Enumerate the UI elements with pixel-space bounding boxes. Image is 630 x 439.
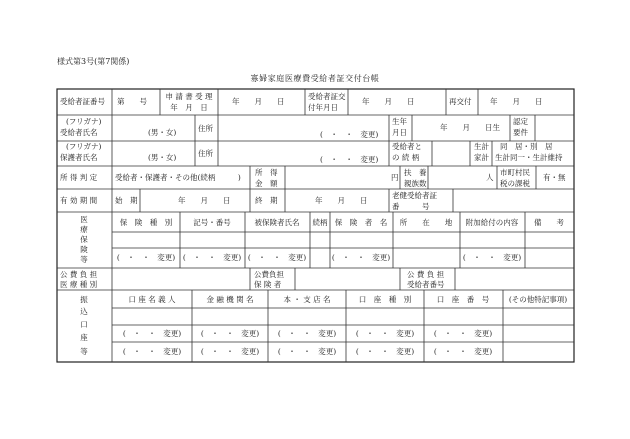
guardian-gender[interactable]: (男・女) [148, 153, 177, 162]
insurance-side-char-4: 険 [80, 245, 88, 254]
public-recipient-number-label-sub: 受給者番号 [407, 280, 445, 289]
insurer-name-change: ( ・ ・ 変更) [331, 253, 391, 262]
dependents-unit: 人 [486, 173, 494, 182]
household-label: 生計 [474, 142, 489, 151]
bank-name-change-2: ( ・ ・ 変更) [200, 347, 260, 356]
insurance-type-change: ( ・ ・ 変更) [116, 253, 176, 262]
account-type-change-2: ( ・ ・ 変更) [355, 347, 415, 356]
approval-label: 認定 [513, 117, 528, 126]
end-date-field[interactable]: 年 月 日 [315, 196, 368, 205]
apply-date-label: 申 請 書 受 理 [165, 92, 213, 101]
insurance-code-change: ( ・ ・ 変更) [182, 253, 242, 262]
insurance-remarks-header: 備 考 [534, 218, 564, 227]
reissue-date-field[interactable]: 年 月 日 [490, 97, 543, 106]
bank-name-header: 金 融 機 関 名 [206, 295, 254, 304]
bank-side-char-4: 座 [80, 333, 88, 342]
birth-date-field[interactable]: 年 月 日生 [440, 123, 500, 132]
branch-name-change-2: ( ・ ・ 変更) [277, 347, 337, 356]
issue-date-label-sub: 付年月日 [308, 103, 338, 112]
income-judgement-options[interactable]: 受給者・保護者・その他(続柄 ) [115, 173, 241, 182]
extra-benefit-header: 附加給付の内容 [465, 218, 519, 227]
insurance-side-char-2: 療 [80, 225, 88, 234]
household-label-sub: 家計 [474, 153, 489, 162]
bank-side-char-5: 等 [80, 347, 88, 356]
cert-number-label: 受給者証番号 [60, 97, 105, 106]
insurance-side-char-3: 保 [80, 235, 88, 244]
insured-relation-header: 続柄 [312, 218, 328, 227]
bank-side-char-2: 込 [80, 307, 88, 316]
dependents-label: 扶 養 [404, 168, 427, 177]
apply-date-field[interactable]: 年 月 日 [232, 97, 285, 106]
extra-benefit-change: ( ・ ・ 変更) [462, 253, 522, 262]
insurance-side-char-5: 等 [80, 255, 88, 264]
guardian-address-change: ( ・ ・ 変更) [320, 155, 379, 164]
bank-side-char-3: 口 [80, 320, 88, 329]
start-label: 始 期 [115, 196, 138, 205]
approval-label-sub: 要件 [513, 128, 528, 137]
public-expense-label: 公 費 負 担 [60, 270, 98, 279]
start-date-field[interactable]: 年 月 日 [178, 196, 231, 205]
form-number: 様式第3号(第7関係) [57, 57, 130, 66]
validity-label: 有 効 期 間 [60, 196, 98, 205]
recipient-furigana-label: (フリガナ) [66, 117, 102, 126]
elderly-number-label: 老健受給者証 [392, 191, 437, 200]
public-payer-label-sub: 保 険 者 [254, 280, 282, 289]
municipal-tax-label-sub: 税の課税 [500, 179, 530, 188]
account-type-change-1: ( ・ ・ 変更) [355, 329, 415, 338]
account-holder-header: 口 座 名 義 人 [128, 295, 176, 304]
issue-date-field[interactable]: 年 月 日 [362, 97, 415, 106]
issue-date-label: 受給者証交 [308, 92, 346, 101]
insurer-location-header: 所 在 地 [399, 218, 453, 227]
other-notes-header: (その他特記事項) [508, 295, 568, 304]
guardian-name-label: 保護者氏名 [60, 153, 98, 162]
reissue-label: 再交付 [449, 97, 472, 106]
insurance-side-char-1: 医 [80, 215, 88, 224]
bank-side-char-1: 振 [80, 295, 88, 304]
relation-label: 受給者と [392, 142, 422, 151]
account-number-change-2: ( ・ ・ 変更) [433, 347, 493, 356]
bank-name-change-1: ( ・ ・ 変更) [200, 329, 260, 338]
insurance-code-header: 記号・番号 [193, 218, 231, 227]
insurance-type-header: 保 険 種 別 [119, 218, 173, 227]
branch-name-change-1: ( ・ ・ 変更) [277, 329, 337, 338]
recipient-name-label: 受給者氏名 [60, 128, 98, 137]
form-title: 寡婦家庭医療費受給者証交付台帳 [250, 74, 380, 83]
birth-date-label-sub: 月日 [392, 128, 407, 137]
account-number-header: 口 座 番 号 [436, 295, 490, 304]
income-judgement-label: 所 得 判 定 [60, 173, 98, 182]
account-type-header: 口 座 種 別 [358, 295, 412, 304]
elderly-number-label-sub: 番 号 [392, 202, 430, 211]
account-holder-change-1: ( ・ ・ 変更) [122, 329, 182, 338]
account-number-change-1: ( ・ ・ 変更) [433, 329, 493, 338]
household-option-support[interactable]: 生計同一・生計維持 [495, 153, 563, 162]
end-label: 終 期 [255, 196, 278, 205]
municipal-tax-label: 市町村民 [500, 168, 530, 177]
income-unit: 円 [391, 173, 399, 182]
birth-date-label: 生年 [392, 117, 407, 126]
municipal-tax-options[interactable]: 有・無 [543, 173, 566, 182]
guardian-furigana-label: (フリガナ) [66, 142, 102, 151]
income-amount-label: 所 得 [255, 168, 278, 177]
insured-name-change: ( ・ ・ 変更) [247, 253, 307, 262]
dependents-label-sub: 親族数 [404, 179, 427, 188]
apply-date-label-sub: 年 月 日 [170, 103, 208, 112]
household-option-residence[interactable]: 同 居・別 居 [500, 142, 553, 151]
public-expense-label-sub: 医 療 種 別 [60, 280, 98, 289]
account-holder-change-2: ( ・ ・ 変更) [122, 347, 182, 356]
recipient-address-change: ( ・ ・ 変更) [320, 130, 379, 139]
public-recipient-number-label: 公 費 負 担 [407, 270, 445, 279]
insured-name-header: 被保険者氏名 [254, 218, 300, 227]
cert-number-field[interactable]: 第 号 [117, 97, 147, 106]
branch-name-header: 本 ・ 支 店 名 [283, 295, 331, 304]
income-amount-label-sub: 金 額 [255, 179, 278, 188]
public-payer-label: 公費負担 [254, 270, 284, 279]
recipient-gender[interactable]: (男・女) [148, 128, 177, 137]
insurer-name-header: 保 険 者 名 [334, 218, 388, 227]
guardian-address-label: 住所 [198, 149, 213, 158]
relation-label-sub: の 続 柄 [392, 153, 420, 162]
recipient-address-label: 住所 [198, 124, 213, 133]
